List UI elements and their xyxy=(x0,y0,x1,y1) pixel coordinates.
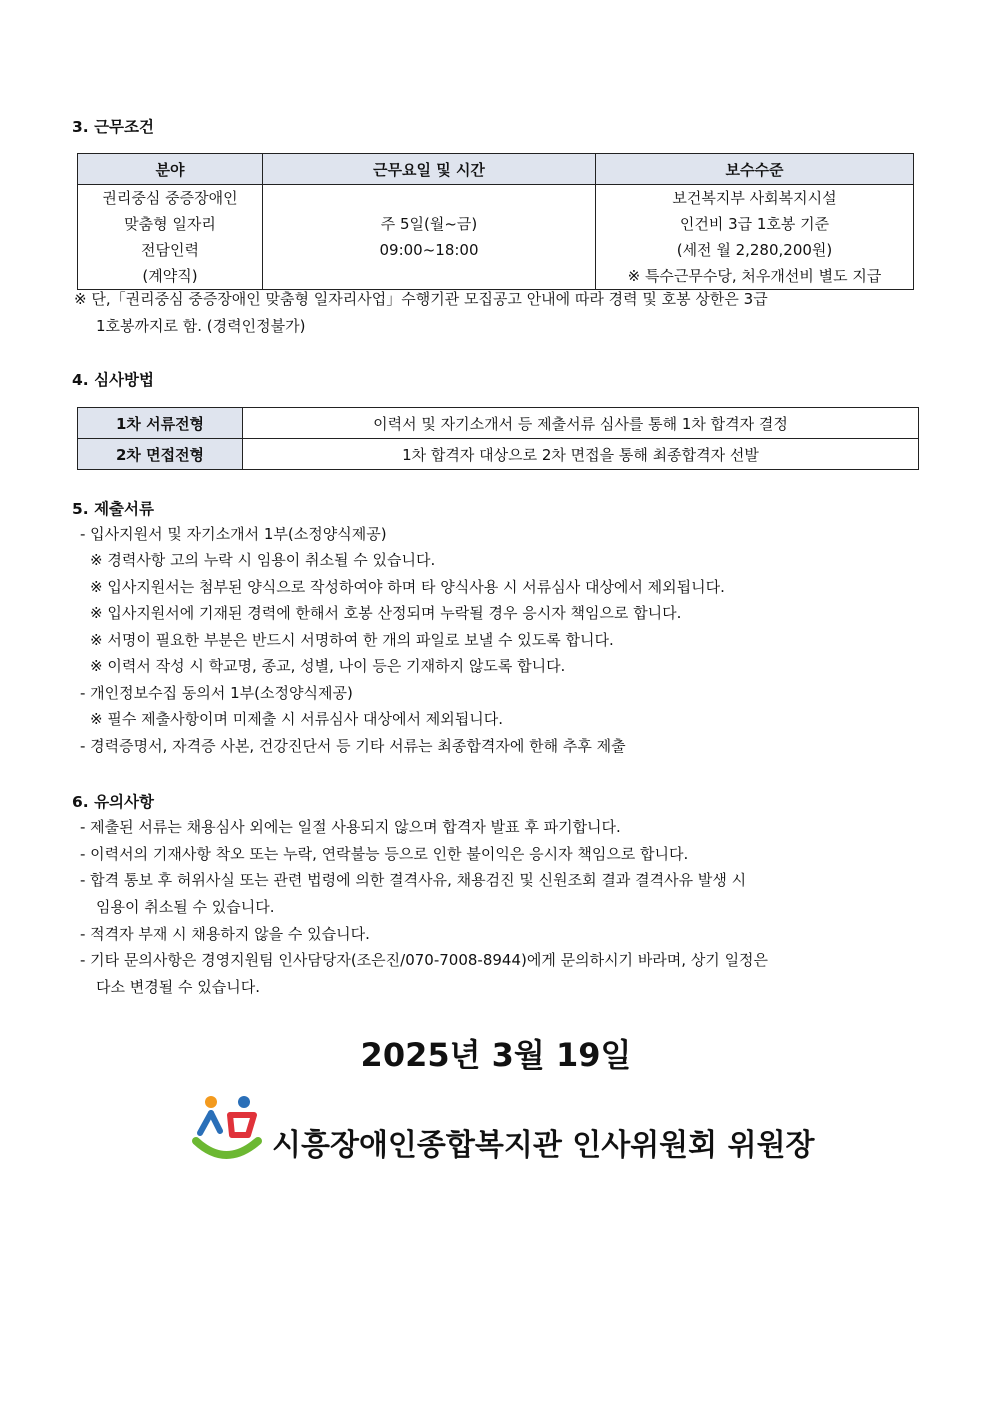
notice-line: - 적격자 부재 시 채용하지 않을 수 있습니다. xyxy=(80,925,370,943)
header-salary: 보수수준 xyxy=(596,154,914,185)
notice-line: - 합격 통보 후 허위사실 또는 관련 법령에 의한 결격사유, 채용검진 및 신원조회 결과 결격사유 발생 시 xyxy=(80,871,747,889)
docs-line: ※ 입사지원서에 기재된 경력에 한해서 호봉 산정되며 누락될 경우 응시자 책임으로 합니다. xyxy=(90,604,682,622)
header-field: 분야 xyxy=(78,154,263,185)
notice-line: - 이력서의 기재사항 착오 또는 누락, 연락불능 등으로 인한 불이익은 응시자 책임으로 합니다. xyxy=(80,845,689,863)
docs-line: ※ 서명이 필요한 부분은 반드시 서명하여 한 개의 파일로 보낼 수 있도록 합니다. xyxy=(90,631,614,649)
notice-line: 임용이 취소될 수 있습니다. xyxy=(96,898,275,916)
docs-line: - 경력증명서, 자격증 사본, 건강진단서 등 기타 서류는 최종합격자에 한해 추후 제출 xyxy=(80,737,626,755)
logo-blue-dot xyxy=(238,1096,250,1108)
field-cell xyxy=(78,185,263,290)
screening-stage-2-label: 2차 면접전형 xyxy=(78,439,243,470)
schedule-cell xyxy=(263,185,596,290)
docs-line: ※ 경력사항 고의 누락 시 임용이 취소될 수 있습니다. xyxy=(90,551,436,569)
docs-line: ※ 이력서 작성 시 학교명, 종교, 성별, 나이 등은 기재하지 않도록 합니다. xyxy=(90,657,566,675)
screening-stage-1-value: 이력서 및 자기소개서 등 제출서류 심사를 통해 1차 합격자 결정 xyxy=(243,408,919,439)
schedule-line: 09:00~18:00 xyxy=(379,241,479,259)
field-line: (계약직) xyxy=(142,267,198,285)
notice-line: 다소 변경될 수 있습니다. xyxy=(96,978,260,996)
notice-line: - 기타 문의사항은 경영지원팀 인사담당자(조은진/070-7008-8944)에게 문의하시기 바라며, 상기 일정은 xyxy=(80,951,769,969)
committee-signature: 시흥장애인종합복지관 인사위원회 위원장 xyxy=(272,1128,815,1163)
docs-line: - 입사지원서 및 자기소개서 1부(소정양식제공) xyxy=(80,525,387,543)
notice-line: - 제출된 서류는 채용심사 외에는 일절 사용되지 않으며 합격자 발표 후 파기합니다. xyxy=(80,818,621,836)
salary-line: (세전 월 2,280,200원) xyxy=(676,241,833,259)
salary-cell xyxy=(596,185,914,290)
section-6-title: 6. 유의사항 xyxy=(72,793,154,811)
work-conditions-table xyxy=(77,153,914,290)
section-3-title: 3. 근무조건 xyxy=(72,118,154,136)
career-note-line2: 1호봉까지로 함. (경력인정불가) xyxy=(96,317,306,335)
docs-line: - 개인정보수집 동의서 1부(소정양식제공) xyxy=(80,684,353,702)
field-line: 권리중심 중증장애인 xyxy=(102,189,238,207)
field-line: 전담인력 xyxy=(141,241,199,259)
announcement-date: 2025년 3월 19일 xyxy=(360,1036,632,1074)
welfare-center-logo-icon xyxy=(190,1093,264,1163)
career-note-line1: ※ 단,「권리중심 중증장애인 맞춤형 일자리사업」수행기관 모집공고 안내에 따라 경력 및 호봉 상한은 3급 xyxy=(74,290,768,308)
docs-line: ※ 입사지원서는 첨부된 양식으로 작성하여야 하며 타 양식사용 시 서류심사 대상에서 제외됩니다. xyxy=(90,578,725,596)
docs-line: ※ 필수 제출사항이며 미제출 시 서류심사 대상에서 제외됩니다. xyxy=(90,710,503,728)
screening-stage-2-value: 1차 합격자 대상으로 2차 면접을 통해 최종합격자 선발 xyxy=(243,439,919,470)
screening-stage-1-label: 1차 서류전형 xyxy=(78,408,243,439)
field-line: 맞춤형 일자리 xyxy=(124,215,216,233)
salary-line: 인건비 3급 1호봉 기준 xyxy=(679,215,830,233)
header-schedule: 근무요일 및 시간 xyxy=(263,154,596,185)
screening-table xyxy=(77,407,919,470)
section-4-title: 4. 심사방법 xyxy=(72,371,154,389)
section-5-title: 5. 제출서류 xyxy=(72,500,154,518)
salary-line: 보건복지부 사회복지시설 xyxy=(672,189,837,207)
logo-orange-dot xyxy=(205,1096,217,1108)
schedule-line: 주 5일(월~금) xyxy=(380,215,478,233)
salary-line: ※ 특수근무수당, 처우개선비 별도 지급 xyxy=(627,267,882,285)
